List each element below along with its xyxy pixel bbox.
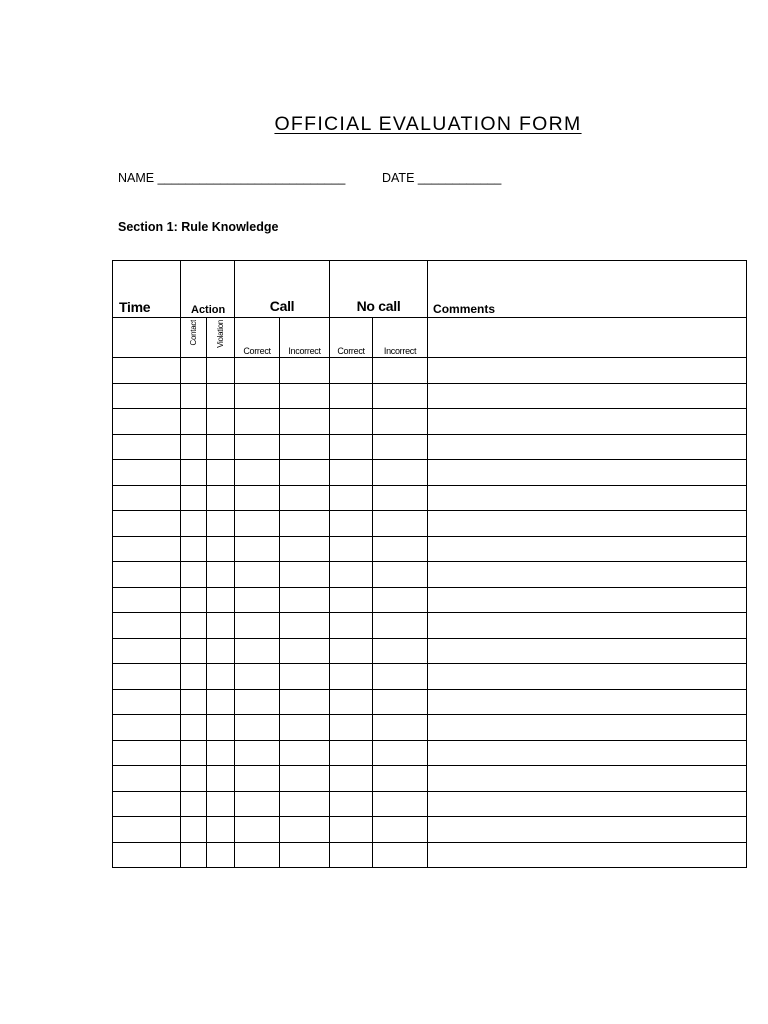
comments-cell[interactable] bbox=[428, 485, 747, 511]
nocall-correct-cell[interactable] bbox=[330, 511, 373, 537]
violation-cell[interactable] bbox=[207, 358, 235, 384]
comments-cell[interactable] bbox=[428, 358, 747, 384]
nocall-correct-cell[interactable] bbox=[330, 434, 373, 460]
nocall-correct-cell[interactable] bbox=[330, 664, 373, 690]
nocall-correct-cell[interactable] bbox=[330, 613, 373, 639]
time-header: Time bbox=[113, 261, 181, 318]
table-row bbox=[113, 409, 747, 435]
nocall-correct-cell[interactable] bbox=[330, 689, 373, 715]
nocall-incorrect-cell[interactable] bbox=[373, 460, 428, 486]
call-incorrect-cell[interactable] bbox=[280, 383, 330, 409]
call-incorrect-cell[interactable] bbox=[280, 638, 330, 664]
nocall-correct-subheader: Correct bbox=[330, 318, 373, 358]
violation-cell[interactable] bbox=[207, 766, 235, 792]
nocall-correct-cell[interactable] bbox=[330, 485, 373, 511]
violation-cell[interactable] bbox=[207, 817, 235, 843]
contact-cell[interactable] bbox=[181, 664, 207, 690]
violation-cell[interactable] bbox=[207, 664, 235, 690]
time-cell[interactable] bbox=[113, 409, 181, 435]
call-incorrect-cell[interactable] bbox=[280, 562, 330, 588]
nocall-incorrect-cell[interactable] bbox=[373, 587, 428, 613]
nocall-incorrect-cell[interactable] bbox=[373, 409, 428, 435]
violation-cell[interactable] bbox=[207, 842, 235, 868]
call-incorrect-cell[interactable] bbox=[280, 511, 330, 537]
nocall-correct-cell[interactable] bbox=[330, 740, 373, 766]
time-cell[interactable] bbox=[113, 587, 181, 613]
contact-cell[interactable] bbox=[181, 536, 207, 562]
call-incorrect-cell[interactable] bbox=[280, 587, 330, 613]
table-row bbox=[113, 740, 747, 766]
call-correct-cell[interactable] bbox=[235, 587, 280, 613]
nocall-incorrect-cell[interactable] bbox=[373, 536, 428, 562]
nocall-incorrect-cell[interactable] bbox=[373, 664, 428, 690]
comments-cell[interactable] bbox=[428, 587, 747, 613]
comments-cell[interactable] bbox=[428, 715, 747, 741]
comments-cell[interactable] bbox=[428, 383, 747, 409]
nocall-incorrect-cell[interactable] bbox=[373, 842, 428, 868]
nocall-incorrect-cell[interactable] bbox=[373, 434, 428, 460]
call-incorrect-cell[interactable] bbox=[280, 485, 330, 511]
violation-cell[interactable] bbox=[207, 715, 235, 741]
call-incorrect-cell[interactable] bbox=[280, 715, 330, 741]
contact-cell[interactable] bbox=[181, 587, 207, 613]
call-incorrect-cell[interactable] bbox=[280, 689, 330, 715]
section-heading: Section 1: Rule Knowledge bbox=[118, 220, 279, 234]
nocall-incorrect-cell[interactable] bbox=[373, 740, 428, 766]
call-incorrect-cell[interactable] bbox=[280, 613, 330, 639]
violation-cell[interactable] bbox=[207, 409, 235, 435]
table-row bbox=[113, 383, 747, 409]
violation-cell[interactable] bbox=[207, 791, 235, 817]
nocall-incorrect-cell[interactable] bbox=[373, 791, 428, 817]
call-correct-cell[interactable] bbox=[235, 460, 280, 486]
table-row bbox=[113, 485, 747, 511]
call-incorrect-cell[interactable] bbox=[280, 409, 330, 435]
violation-cell[interactable] bbox=[207, 562, 235, 588]
comments-cell[interactable] bbox=[428, 817, 747, 843]
call-correct-cell[interactable] bbox=[235, 817, 280, 843]
nocall-incorrect-cell[interactable] bbox=[373, 511, 428, 537]
comments-cell[interactable] bbox=[428, 434, 747, 460]
call-correct-cell[interactable] bbox=[235, 664, 280, 690]
comments-subheader-cell bbox=[428, 318, 747, 358]
call-correct-cell[interactable] bbox=[235, 358, 280, 384]
time-cell[interactable] bbox=[113, 664, 181, 690]
call-correct-cell[interactable] bbox=[235, 536, 280, 562]
table-row bbox=[113, 664, 747, 690]
nocall-correct-cell[interactable] bbox=[330, 536, 373, 562]
contact-cell[interactable] bbox=[181, 766, 207, 792]
call-header: Call bbox=[235, 261, 330, 318]
time-cell[interactable] bbox=[113, 511, 181, 537]
contact-cell[interactable] bbox=[181, 817, 207, 843]
call-correct-cell[interactable] bbox=[235, 383, 280, 409]
call-incorrect-cell[interactable] bbox=[280, 460, 330, 486]
violation-cell[interactable] bbox=[207, 434, 235, 460]
table-row bbox=[113, 587, 747, 613]
comments-cell[interactable] bbox=[428, 409, 747, 435]
contact-cell[interactable] bbox=[181, 689, 207, 715]
time-cell[interactable] bbox=[113, 689, 181, 715]
call-incorrect-cell[interactable] bbox=[280, 434, 330, 460]
violation-cell[interactable] bbox=[207, 587, 235, 613]
table-row bbox=[113, 817, 747, 843]
contact-cell[interactable] bbox=[181, 409, 207, 435]
table-row bbox=[113, 613, 747, 639]
table-row bbox=[113, 842, 747, 868]
header-row-primary bbox=[113, 261, 747, 318]
comments-cell[interactable] bbox=[428, 766, 747, 792]
contact-subheader-cell bbox=[181, 318, 207, 358]
table-row bbox=[113, 358, 747, 384]
comments-cell[interactable] bbox=[428, 562, 747, 588]
contact-cell[interactable] bbox=[181, 358, 207, 384]
comments-cell[interactable] bbox=[428, 536, 747, 562]
time-cell[interactable] bbox=[113, 562, 181, 588]
call-correct-cell[interactable] bbox=[235, 485, 280, 511]
nocall-correct-cell[interactable] bbox=[330, 409, 373, 435]
nocall-incorrect-cell[interactable] bbox=[373, 562, 428, 588]
call-correct-cell[interactable] bbox=[235, 740, 280, 766]
call-incorrect-cell[interactable] bbox=[280, 664, 330, 690]
contact-cell[interactable] bbox=[181, 791, 207, 817]
contact-cell[interactable] bbox=[181, 638, 207, 664]
violation-cell[interactable] bbox=[207, 485, 235, 511]
time-cell[interactable] bbox=[113, 817, 181, 843]
comments-header: Comments bbox=[428, 261, 747, 318]
nocall-correct-cell[interactable] bbox=[330, 562, 373, 588]
nocall-incorrect-cell[interactable] bbox=[373, 766, 428, 792]
nocall-correct-cell[interactable] bbox=[330, 766, 373, 792]
table-row bbox=[113, 791, 747, 817]
time-cell[interactable] bbox=[113, 638, 181, 664]
nocall-correct-cell[interactable] bbox=[330, 358, 373, 384]
nocall-correct-cell[interactable] bbox=[330, 842, 373, 868]
call-correct-cell[interactable] bbox=[235, 715, 280, 741]
call-incorrect-cell[interactable] bbox=[280, 740, 330, 766]
call-correct-cell[interactable] bbox=[235, 638, 280, 664]
nocall-correct-cell[interactable] bbox=[330, 817, 373, 843]
violation-subheader: Violation bbox=[215, 320, 225, 348]
nocall-incorrect-cell[interactable] bbox=[373, 485, 428, 511]
comments-cell[interactable] bbox=[428, 791, 747, 817]
nocall-correct-cell[interactable] bbox=[330, 383, 373, 409]
nocall-incorrect-cell[interactable] bbox=[373, 638, 428, 664]
call-correct-cell[interactable] bbox=[235, 409, 280, 435]
call-incorrect-cell[interactable] bbox=[280, 766, 330, 792]
action-header: Action bbox=[181, 261, 235, 318]
violation-cell[interactable] bbox=[207, 536, 235, 562]
call-correct-cell[interactable] bbox=[235, 434, 280, 460]
date-field: DATE ____________ bbox=[382, 171, 502, 185]
call-correct-cell[interactable] bbox=[235, 511, 280, 537]
time-subheader-cell bbox=[113, 318, 181, 358]
nocall-incorrect-cell[interactable] bbox=[373, 715, 428, 741]
nocall-incorrect-cell[interactable] bbox=[373, 358, 428, 384]
comments-cell[interactable] bbox=[428, 664, 747, 690]
call-incorrect-cell[interactable] bbox=[280, 817, 330, 843]
time-cell[interactable] bbox=[113, 842, 181, 868]
call-incorrect-cell[interactable] bbox=[280, 791, 330, 817]
violation-cell[interactable] bbox=[207, 460, 235, 486]
call-correct-subheader: Correct bbox=[235, 318, 280, 358]
contact-cell[interactable] bbox=[181, 715, 207, 741]
violation-cell[interactable] bbox=[207, 689, 235, 715]
contact-cell[interactable] bbox=[181, 485, 207, 511]
evaluation-table bbox=[112, 260, 747, 868]
comments-cell[interactable] bbox=[428, 511, 747, 537]
nocall-correct-cell[interactable] bbox=[330, 791, 373, 817]
contact-cell[interactable] bbox=[181, 383, 207, 409]
contact-cell[interactable] bbox=[181, 434, 207, 460]
contact-subheader: Contact bbox=[188, 320, 198, 346]
nocall-correct-cell[interactable] bbox=[330, 587, 373, 613]
contact-cell[interactable] bbox=[181, 842, 207, 868]
form-title: OFFICIAL EVALUATION FORM bbox=[274, 113, 582, 135]
no-call-header: No call bbox=[330, 261, 428, 318]
nocall-incorrect-cell[interactable] bbox=[373, 613, 428, 639]
time-cell[interactable] bbox=[113, 383, 181, 409]
comments-cell[interactable] bbox=[428, 460, 747, 486]
name-field: NAME ___________________________ bbox=[118, 171, 346, 185]
comments-cell[interactable] bbox=[428, 689, 747, 715]
call-correct-cell[interactable] bbox=[235, 766, 280, 792]
contact-cell[interactable] bbox=[181, 740, 207, 766]
time-cell[interactable] bbox=[113, 460, 181, 486]
contact-cell[interactable] bbox=[181, 613, 207, 639]
nocall-incorrect-cell[interactable] bbox=[373, 689, 428, 715]
violation-cell[interactable] bbox=[207, 613, 235, 639]
table-row bbox=[113, 434, 747, 460]
violation-cell[interactable] bbox=[207, 511, 235, 537]
comments-cell[interactable] bbox=[428, 613, 747, 639]
time-cell[interactable] bbox=[113, 536, 181, 562]
table-row bbox=[113, 766, 747, 792]
violation-cell[interactable] bbox=[207, 638, 235, 664]
table-row bbox=[113, 536, 747, 562]
call-correct-cell[interactable] bbox=[235, 613, 280, 639]
contact-cell[interactable] bbox=[181, 562, 207, 588]
table-row bbox=[113, 460, 747, 486]
table-row bbox=[113, 562, 747, 588]
comments-cell[interactable] bbox=[428, 638, 747, 664]
call-correct-cell[interactable] bbox=[235, 562, 280, 588]
nocall-incorrect-cell[interactable] bbox=[373, 383, 428, 409]
call-correct-cell[interactable] bbox=[235, 689, 280, 715]
table-row bbox=[113, 689, 747, 715]
time-cell[interactable] bbox=[113, 485, 181, 511]
nocall-correct-cell[interactable] bbox=[330, 460, 373, 486]
nocall-incorrect-subheader: Incorrect bbox=[373, 318, 428, 358]
time-cell[interactable] bbox=[113, 358, 181, 384]
call-incorrect-cell[interactable] bbox=[280, 536, 330, 562]
violation-cell[interactable] bbox=[207, 383, 235, 409]
violation-subheader-cell bbox=[207, 318, 235, 358]
call-incorrect-subheader: Incorrect bbox=[280, 318, 330, 358]
call-incorrect-cell[interactable] bbox=[280, 358, 330, 384]
contact-cell[interactable] bbox=[181, 511, 207, 537]
nocall-correct-cell[interactable] bbox=[330, 715, 373, 741]
violation-cell[interactable] bbox=[207, 740, 235, 766]
comments-cell[interactable] bbox=[428, 740, 747, 766]
time-cell[interactable] bbox=[113, 434, 181, 460]
table-row bbox=[113, 638, 747, 664]
header-row-secondary bbox=[113, 318, 747, 358]
call-incorrect-cell[interactable] bbox=[280, 842, 330, 868]
time-cell[interactable] bbox=[113, 613, 181, 639]
nocall-incorrect-cell[interactable] bbox=[373, 817, 428, 843]
nocall-correct-cell[interactable] bbox=[330, 638, 373, 664]
time-cell[interactable] bbox=[113, 766, 181, 792]
time-cell[interactable] bbox=[113, 715, 181, 741]
call-correct-cell[interactable] bbox=[235, 842, 280, 868]
comments-cell[interactable] bbox=[428, 842, 747, 868]
contact-cell[interactable] bbox=[181, 460, 207, 486]
time-cell[interactable] bbox=[113, 791, 181, 817]
call-correct-cell[interactable] bbox=[235, 791, 280, 817]
table-row bbox=[113, 511, 747, 537]
time-cell[interactable] bbox=[113, 740, 181, 766]
table-row bbox=[113, 715, 747, 741]
